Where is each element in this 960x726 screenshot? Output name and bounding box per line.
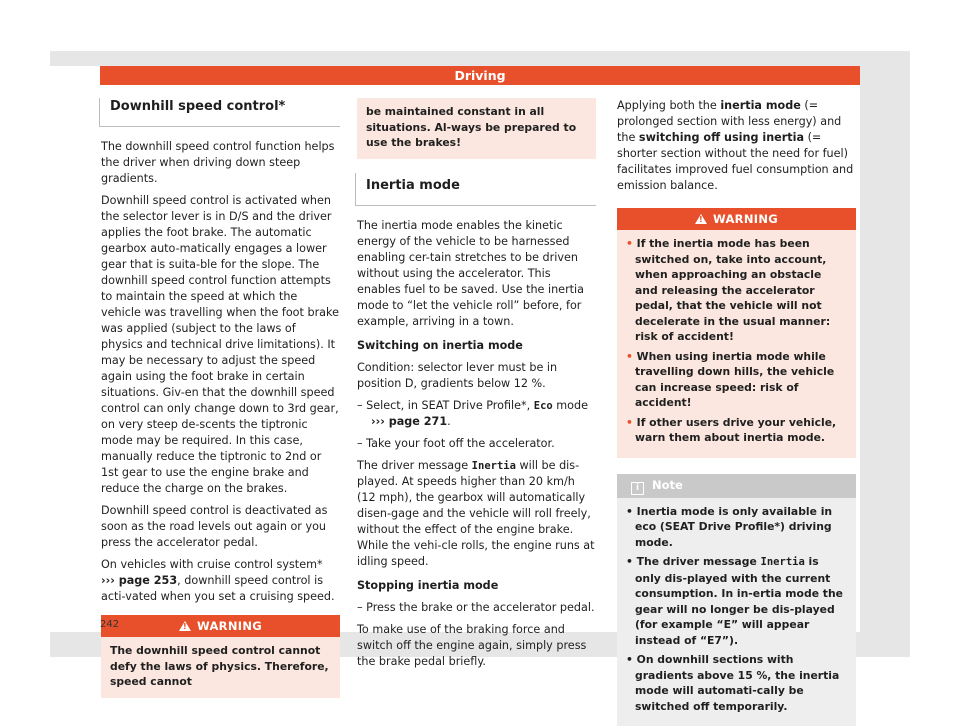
text: The driver message	[357, 459, 472, 472]
warning-icon	[695, 214, 707, 224]
bullet-icon: •	[626, 653, 633, 666]
text: mode	[553, 399, 588, 412]
driver-message: Inertia	[472, 460, 516, 472]
note-item	[626, 504, 847, 551]
page-link[interactable]: ››› page 271	[371, 415, 447, 428]
bullet-icon: •	[626, 505, 633, 518]
warning-icon	[179, 621, 191, 631]
warning-item	[626, 415, 847, 446]
paragraph: To make use of the braking force and switch off the engine again, simply press the brake pedal briefly.	[357, 622, 596, 670]
warning-label: WARNING	[197, 619, 262, 633]
note-list	[617, 498, 856, 726]
column-1	[101, 98, 340, 698]
driver-message: Inertia	[761, 556, 805, 568]
note-item	[626, 554, 847, 648]
paragraph: Downhill speed control is deactivated as soon as the road levels out again or you press the accelerator pedal.	[101, 503, 340, 551]
text: On vehicles with cruise control system*	[101, 558, 323, 571]
page-number: 242	[100, 619, 119, 630]
column-3	[617, 98, 856, 726]
paragraph: The inertia mode enables the kinetic energy of the vehicle to be harnessed enabling cer-tain stretches to be driven without using the accelerator. This enables fuel to be saved. Use the inertia mode to “let the vehicle roll” before, for example, arriving in a town.	[357, 218, 596, 330]
column-2	[357, 98, 596, 676]
text: Applying both the	[617, 99, 720, 112]
paragraph	[357, 458, 596, 570]
text: Inertia mode is only available in eco (SEAT Drive Profile*) driving mode.	[635, 505, 832, 549]
text: is only dis-played with the current consumption. In in-ertia mode the gear will no longer be dis-played (for example “E” will appear instead of “E7”).	[635, 555, 843, 647]
section-heading: Downhill speed control*	[99, 98, 340, 127]
warning-label: WARNING	[713, 212, 778, 226]
info-icon: i	[631, 482, 644, 495]
note-item	[626, 652, 847, 714]
warning-header	[617, 208, 856, 230]
text: The driver message	[637, 555, 761, 568]
warning-item	[626, 349, 847, 411]
paragraph	[101, 557, 340, 605]
section-heading: Inertia mode	[355, 173, 596, 206]
paragraph: Downhill speed control is activated when the selector lever is in D/S and the driver applies the foot brake. The automatic gearbox auto-matically engages a lower gear that is suita-ble for the slope. The downhill speed control function attempts to maintain the speed at which the vehicle was travelling when the foot brake was applied (subject to the laws of physics and technical drive limitations). It may be necessary to adjust the speed again using the foot brake in certain situations. Giv-en that the downhill speed control can only change down to 3rd gear, on very steep de-scents the tiptronic mode may be required. In this case, manually reduce the tiptronic to 2nd or 1st gear to use the engine brake and reduce the charge on the brakes.	[101, 193, 340, 497]
text: , downhill speed control is acti-vated when you set a cruising speed.	[101, 574, 335, 603]
subheading: Stopping inertia mode	[357, 578, 596, 594]
bullet-icon: •	[626, 350, 633, 363]
paragraph: The downhill speed control function helps the driver when driving down steep gradients.	[101, 139, 340, 187]
bullet-icon: •	[626, 237, 633, 250]
subheading: Switching on inertia mode	[357, 338, 596, 354]
warning-box	[617, 208, 856, 458]
warning-text: be maintained constant in all situations. Al-ways be prepared to use the brakes!	[357, 98, 596, 159]
text: If the inertia mode has been switched on, take into account, when approaching an obstacle and releasing the accelerator pedal, that the vehicle will not decelerate in the usual manner: risk of accident!	[635, 237, 830, 343]
paragraph: Condition: selector lever must be in position D, gradients below 12 %.	[357, 360, 596, 392]
note-label: Note	[652, 478, 683, 492]
note-header	[617, 474, 856, 498]
warning-list	[617, 230, 856, 458]
warning-box-continued	[357, 98, 596, 159]
warning-item	[626, 236, 847, 345]
text: On downhill sections with gradients above 15 %, the inertia mode will automati-cally be switched off temporarily.	[635, 653, 839, 713]
bullet-icon: •	[626, 416, 633, 429]
step: – Take your foot off the accelerator.	[357, 436, 596, 452]
bullet-icon: •	[626, 555, 633, 568]
page-link[interactable]: ››› page 253	[101, 574, 177, 587]
warning-header	[101, 615, 340, 637]
step	[357, 398, 596, 430]
mode-label: Eco	[534, 400, 553, 412]
text: .	[447, 415, 451, 428]
text: will be dis-played. At speeds higher than 20 km/h (12 mph), the gearbox will automatically disen-gage and the vehicle will roll freely, without the effect of the engine brake. While the vehi-cle rolls, the engine runs at idling speed.	[357, 459, 595, 568]
paragraph	[617, 98, 856, 194]
text: If other users drive your vehicle, warn them about inertia mode.	[635, 416, 836, 445]
text: – Select, in SEAT Drive Profile*,	[357, 399, 534, 412]
text: (= prolonged section with less energy) and the	[617, 99, 841, 144]
warning-text: The downhill speed control cannot defy the laws of physics. Therefore, speed cannot	[101, 637, 340, 698]
bold-text: inertia mode	[720, 99, 800, 112]
chapter-header: Driving	[100, 66, 860, 85]
step: – Press the brake or the accelerator pedal.	[357, 600, 596, 616]
bold-text: switching off using inertia	[639, 131, 804, 144]
warning-box	[101, 615, 340, 698]
text: When using inertia mode while travelling down hills, the vehicle can increase speed: risk of accident!	[635, 350, 834, 410]
note-box	[617, 474, 856, 726]
text: (= shorter section without the need for fuel) facilitates improved fuel consumption and emission balance.	[617, 131, 853, 192]
